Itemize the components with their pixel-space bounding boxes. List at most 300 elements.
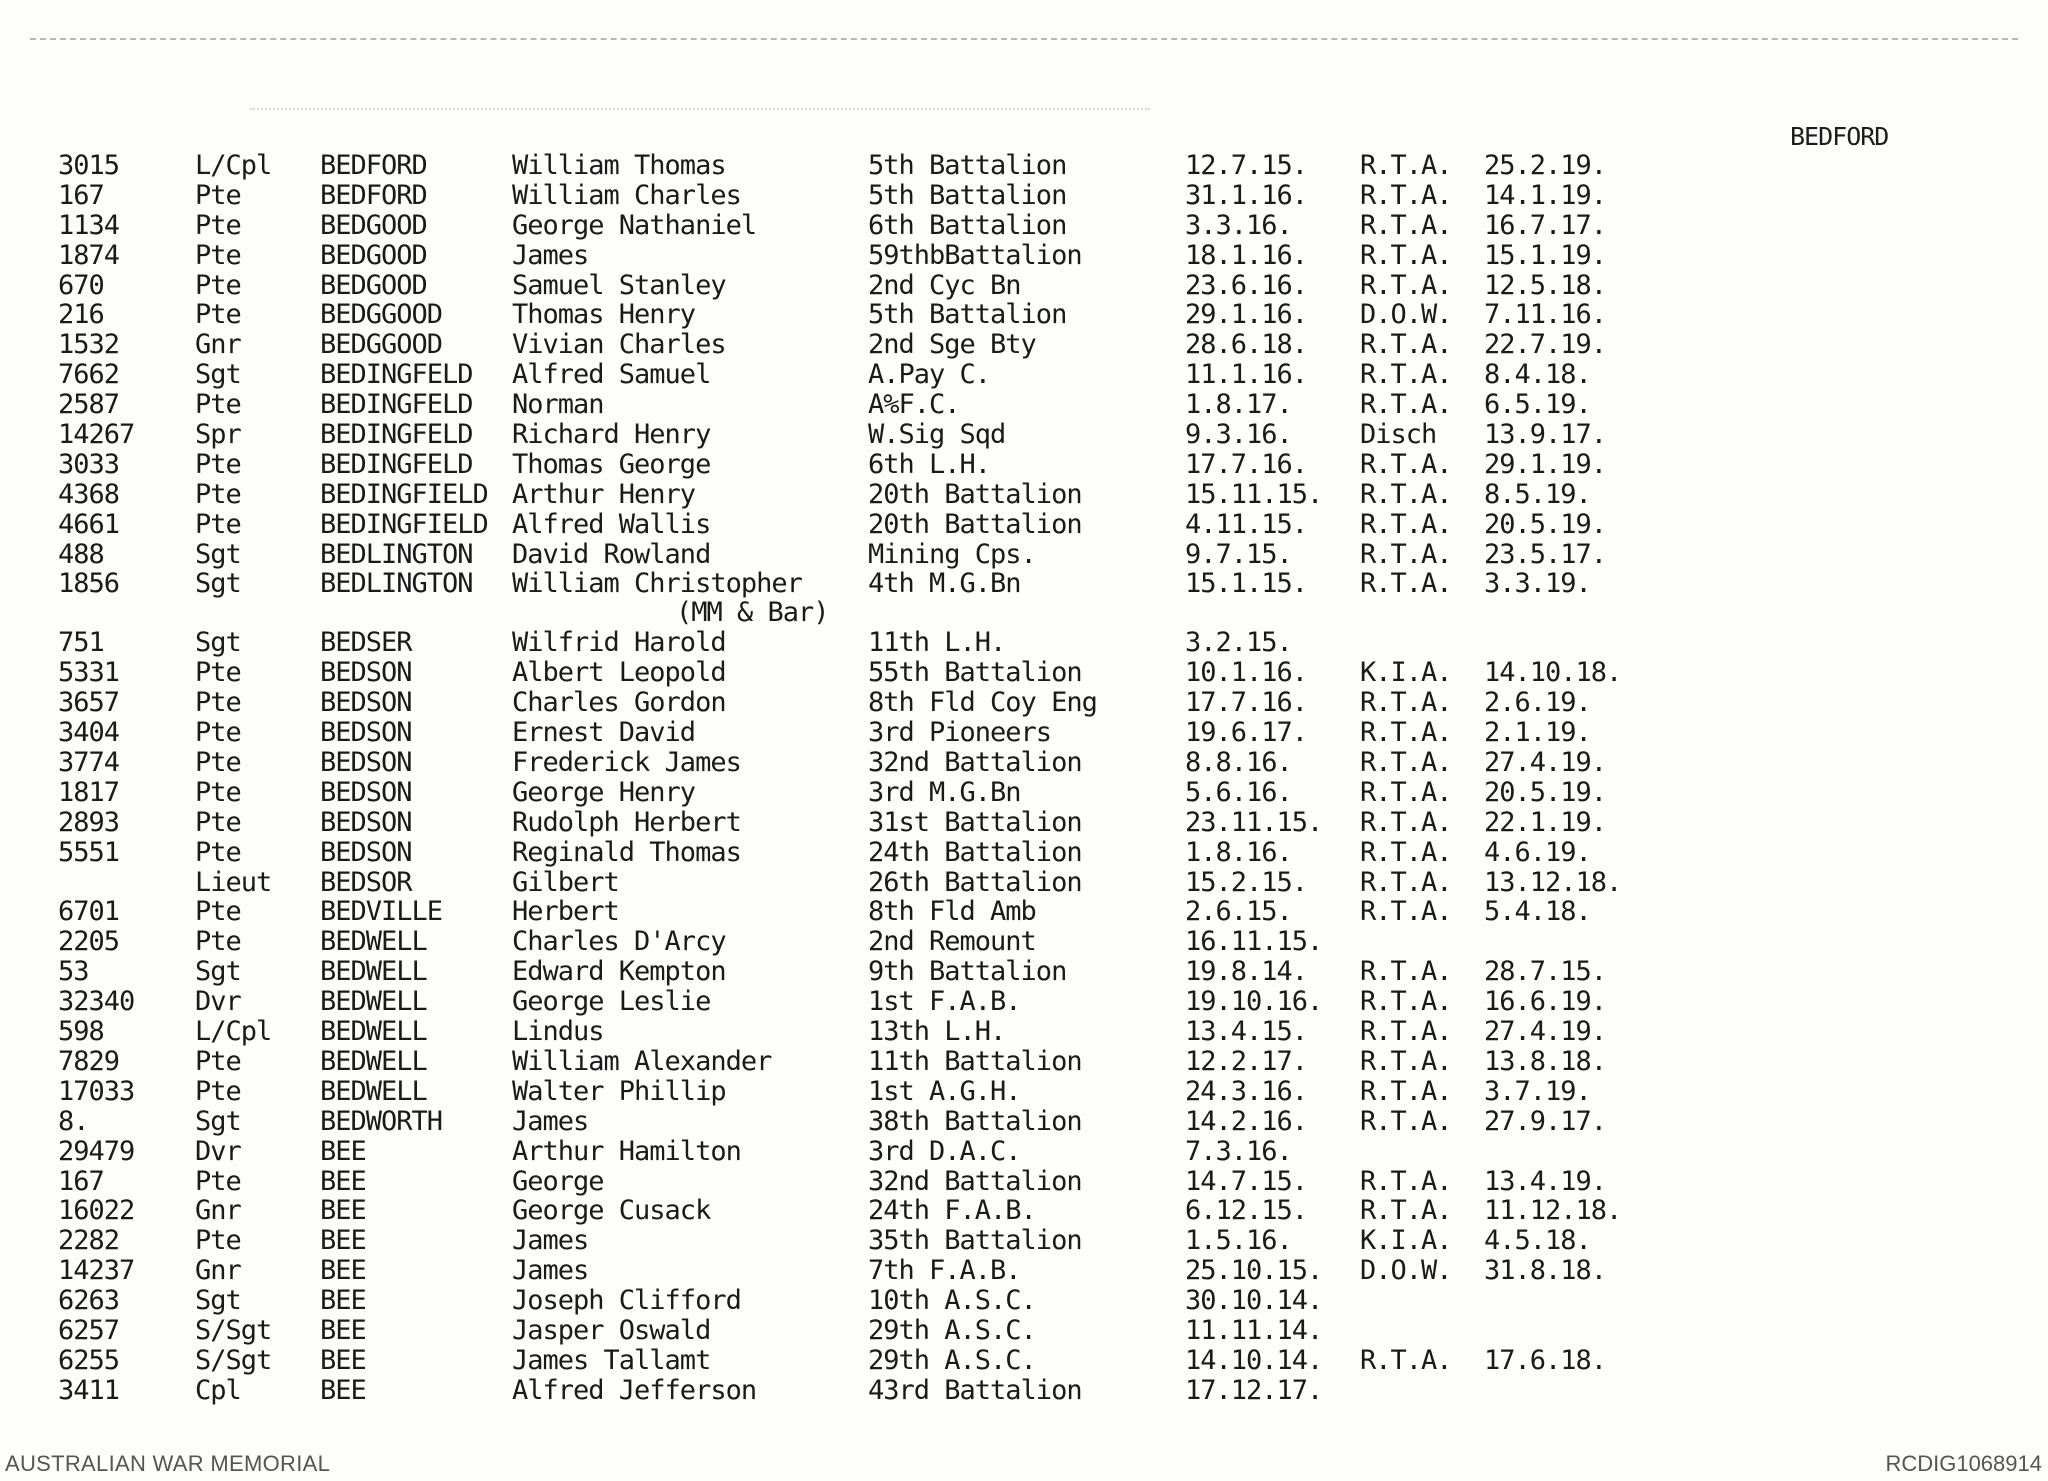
surname: BEDWELL <box>320 986 427 1018</box>
enlistment-date: 5.6.16. <box>1185 776 1292 808</box>
enlistment-date: 19.8.14. <box>1185 956 1308 988</box>
unit: 10th A.S.C. <box>868 1285 1036 1317</box>
fate: R.T.A. <box>1360 179 1452 211</box>
enlistment-date: 24.3.16. <box>1185 1075 1308 1107</box>
enlistment-date: 30.10.14. <box>1185 1285 1323 1317</box>
given-names: James <box>512 1225 589 1257</box>
fate: Disch <box>1360 419 1437 451</box>
award-note: (MM & Bar) <box>676 597 829 629</box>
rank: Pte <box>195 239 241 271</box>
service-number: 6263 <box>58 1285 120 1317</box>
enlistment-date: 25.10.15. <box>1185 1255 1323 1287</box>
unit: 32nd Battalion <box>868 747 1082 779</box>
unit: 32nd Battalion <box>868 1165 1082 1197</box>
record-row <box>0 299 2048 329</box>
enlistment-date: 14.7.15. <box>1185 1165 1308 1197</box>
rank: L/Cpl <box>195 1016 272 1048</box>
service-number: 3657 <box>58 687 120 719</box>
service-number: 7662 <box>58 359 120 391</box>
unit: 20th Battalion <box>868 508 1082 540</box>
unit: 1st F.A.B. <box>868 986 1021 1018</box>
fate-date: 7.11.16. <box>1484 299 1607 331</box>
surname: BEDFORD <box>320 179 427 211</box>
given-names: Thomas Henry <box>512 299 696 331</box>
unit: A%F.C. <box>868 389 960 421</box>
enlistment-date: 12.7.15. <box>1185 150 1308 181</box>
fate: R.T.A. <box>1360 1165 1452 1197</box>
fate-date: 31.8.18. <box>1484 1255 1607 1287</box>
fate: R.T.A. <box>1360 1075 1452 1107</box>
rank: Pte <box>195 776 241 808</box>
rank: Sgt <box>195 538 241 570</box>
rank: Pte <box>195 1225 241 1257</box>
given-names: Arthur Henry <box>512 478 696 510</box>
unit: 11th L.H. <box>868 627 1006 659</box>
unit: A.Pay C. <box>868 359 991 391</box>
record-row <box>0 150 2048 180</box>
unit: 5th Battalion <box>868 299 1067 331</box>
service-number: 167 <box>58 1165 104 1197</box>
fate-date: 27.4.19. <box>1484 747 1607 779</box>
unit: 11th Battalion <box>868 1045 1082 1077</box>
given-names: Lindus <box>512 1016 604 1048</box>
record-row <box>0 1255 2048 1285</box>
record-row <box>0 1076 2048 1106</box>
enlistment-date: 3.2.15. <box>1185 627 1292 659</box>
surname: BEE <box>320 1374 366 1406</box>
record-row <box>0 1195 2048 1225</box>
top-rule <box>30 38 2018 40</box>
surname: BEDSON <box>320 836 412 868</box>
unit: 9th Battalion <box>868 956 1067 988</box>
given-names: William Alexander <box>512 1045 772 1077</box>
enlistment-date: 19.6.17. <box>1185 717 1308 749</box>
record-row <box>0 627 2048 657</box>
service-number: 670 <box>58 269 104 301</box>
given-names: James <box>512 239 589 271</box>
rank: Gnr <box>195 1195 241 1227</box>
unit: W.Sig Sqd <box>868 419 1006 451</box>
given-names: George Cusack <box>512 1195 711 1227</box>
given-names: Edward Kempton <box>512 956 726 988</box>
rank: Sgt <box>195 956 241 988</box>
unit: 3rd Pioneers <box>868 717 1052 749</box>
enlistment-date: 9.3.16. <box>1185 419 1292 451</box>
record-row <box>0 687 2048 717</box>
service-number: 3033 <box>58 448 120 480</box>
rank: Pte <box>195 836 241 868</box>
rank: Sgt <box>195 1285 241 1317</box>
rank: Spr <box>195 419 241 451</box>
fate-date: 15.1.19. <box>1484 239 1607 271</box>
given-names: George Leslie <box>512 986 711 1018</box>
rank: Lieut <box>195 866 272 898</box>
record-row <box>0 1046 2048 1076</box>
fate-date: 17.6.18. <box>1484 1344 1607 1376</box>
given-names: Frederick James <box>512 747 741 779</box>
service-number: 5331 <box>58 657 120 689</box>
fate: R.T.A. <box>1360 448 1452 480</box>
surname: BEDWORTH <box>320 1105 443 1137</box>
fate-date: 5.4.18. <box>1484 896 1591 928</box>
enlistment-date: 23.11.15. <box>1185 806 1323 838</box>
service-number: 1874 <box>58 239 120 271</box>
fate: R.T.A. <box>1360 986 1452 1018</box>
rank: Pte <box>195 806 241 838</box>
unit: 6th Battalion <box>868 209 1067 241</box>
surname: BEE <box>320 1195 366 1227</box>
given-names: Ernest David <box>512 717 696 749</box>
rank: Pte <box>195 1045 241 1077</box>
unit: 29th A.S.C. <box>868 1314 1036 1346</box>
record-row <box>0 180 2048 210</box>
given-names: James <box>512 1255 589 1287</box>
page-heading: BEDFORD <box>1790 122 1889 151</box>
given-names: George Henry <box>512 776 696 808</box>
surname: BEDSON <box>320 717 412 749</box>
enlistment-date: 15.11.15. <box>1185 478 1323 510</box>
unit: 3rd D.A.C. <box>868 1135 1021 1167</box>
enlistment-date: 6.12.15. <box>1185 1195 1308 1227</box>
given-names: Herbert <box>512 896 619 928</box>
rank: Sgt <box>195 359 241 391</box>
rank: Pte <box>195 478 241 510</box>
service-number: 5551 <box>58 836 120 868</box>
fate-date: 4.5.18. <box>1484 1225 1591 1257</box>
fate: R.T.A. <box>1360 1105 1452 1137</box>
rank: Pte <box>195 508 241 540</box>
unit: 8th Fld Coy Eng <box>868 687 1097 719</box>
unit: 26th Battalion <box>868 866 1082 898</box>
service-number: 3015 <box>58 150 120 181</box>
rank: L/Cpl <box>195 150 272 181</box>
rank: Pte <box>195 1075 241 1107</box>
enlistment-date: 23.6.16. <box>1185 269 1308 301</box>
given-names: Charles Gordon <box>512 687 726 719</box>
service-number: 8. <box>58 1105 89 1137</box>
enlistment-date: 4.11.15. <box>1185 508 1308 540</box>
given-names: Walter Phillip <box>512 1075 726 1107</box>
enlistment-date: 1.8.17. <box>1185 389 1292 421</box>
given-names: Gilbert <box>512 866 619 898</box>
record-row <box>0 389 2048 419</box>
fate-date: 2.6.19. <box>1484 687 1591 719</box>
given-names: Wilfrid Harold <box>512 627 726 659</box>
record-row <box>0 657 2048 687</box>
surname: BEDLINGTON <box>320 538 473 570</box>
given-names: Alfred Samuel <box>512 359 711 391</box>
enlistment-date: 14.2.16. <box>1185 1105 1308 1137</box>
enlistment-date: 13.4.15. <box>1185 1016 1308 1048</box>
fate: K.I.A. <box>1360 657 1452 689</box>
surname: BEDSON <box>320 657 412 689</box>
surname: BEDINGFELD <box>320 359 473 391</box>
unit: 24th F.A.B. <box>868 1195 1036 1227</box>
enlistment-date: 9.7.15. <box>1185 538 1292 570</box>
fate: R.T.A. <box>1360 836 1452 868</box>
enlistment-date: 28.6.18. <box>1185 329 1308 361</box>
service-number: 53 <box>58 956 89 988</box>
given-names: Albert Leopold <box>512 657 726 689</box>
fate: R.T.A. <box>1360 1045 1452 1077</box>
service-number: 6255 <box>58 1344 120 1376</box>
fate: D.O.W. <box>1360 299 1452 331</box>
fate: R.T.A. <box>1360 866 1452 898</box>
enlistment-date: 15.1.15. <box>1185 568 1308 600</box>
service-number: 216 <box>58 299 104 331</box>
fate: R.T.A. <box>1360 687 1452 719</box>
enlistment-date: 31.1.16. <box>1185 179 1308 211</box>
given-names: Norman <box>512 389 604 421</box>
fate: R.T.A. <box>1360 776 1452 808</box>
record-row <box>0 1285 2048 1315</box>
fate: R.T.A. <box>1360 329 1452 361</box>
surname: BEE <box>320 1314 366 1346</box>
rank: Pte <box>195 179 241 211</box>
enlistment-date: 2.6.15. <box>1185 896 1292 928</box>
surname: BEE <box>320 1255 366 1287</box>
surname: BEE <box>320 1135 366 1167</box>
fate-date: 3.3.19. <box>1484 568 1591 600</box>
surname: BEDINGFELD <box>320 448 473 480</box>
service-number: 17033 <box>58 1075 135 1107</box>
surname: BEDWELL <box>320 926 427 958</box>
surname: BEE <box>320 1344 366 1376</box>
records-list <box>0 150 2048 1405</box>
enlistment-date: 16.11.15. <box>1185 926 1323 958</box>
rank: Sgt <box>195 1105 241 1137</box>
given-names: Charles D'Arcy <box>512 926 726 958</box>
fate-date: 14.1.19. <box>1484 179 1607 211</box>
record-row <box>0 419 2048 449</box>
fate-date: 25.2.19. <box>1484 150 1607 181</box>
surname: BEDGOOD <box>320 239 427 271</box>
record-row <box>0 926 2048 956</box>
given-names: Jasper Oswald <box>512 1314 711 1346</box>
given-names: William Thomas <box>512 150 726 181</box>
rank: Pte <box>195 717 241 749</box>
service-number: 6701 <box>58 896 120 928</box>
given-names: George Nathaniel <box>512 209 757 241</box>
given-names: Alfred Jefferson <box>512 1374 757 1406</box>
given-names: Arthur Hamilton <box>512 1135 741 1167</box>
surname: BEDGGOOD <box>320 329 443 361</box>
unit: 24th Battalion <box>868 836 1082 868</box>
given-names: David Rowland <box>512 538 711 570</box>
record-row <box>0 1166 2048 1196</box>
surname: BEDSON <box>320 747 412 779</box>
service-number: 7829 <box>58 1045 120 1077</box>
fate: K.I.A. <box>1360 1225 1452 1257</box>
service-number: 4368 <box>58 478 120 510</box>
record-row <box>0 240 2048 270</box>
given-names: Reginald Thomas <box>512 836 741 868</box>
record-row <box>0 270 2048 300</box>
fate-date: 13.8.18. <box>1484 1045 1607 1077</box>
given-names: Rudolph Herbert <box>512 806 741 838</box>
service-number: 14267 <box>58 419 135 451</box>
fate-date: 22.7.19. <box>1484 329 1607 361</box>
fate: R.T.A. <box>1360 747 1452 779</box>
service-number: 29479 <box>58 1135 135 1167</box>
fate: R.T.A. <box>1360 1195 1452 1227</box>
surname: BEDLINGTON <box>320 568 473 600</box>
surname: BEDWELL <box>320 1045 427 1077</box>
fate: R.T.A. <box>1360 1344 1452 1376</box>
fate: R.T.A. <box>1360 568 1452 600</box>
unit: 1st A.G.H. <box>868 1075 1021 1107</box>
record-row <box>0 717 2048 747</box>
record-row <box>0 568 2048 627</box>
fate: R.T.A. <box>1360 269 1452 301</box>
fate: R.T.A. <box>1360 478 1452 510</box>
fate: R.T.A. <box>1360 150 1452 181</box>
fate-date: 22.1.19. <box>1484 806 1607 838</box>
rank: Pte <box>195 448 241 480</box>
service-number: 1817 <box>58 776 120 808</box>
fate-date: 13.4.19. <box>1484 1165 1607 1197</box>
fate-date: 4.6.19. <box>1484 836 1591 868</box>
fate-date: 29.1.19. <box>1484 448 1607 480</box>
record-row <box>0 509 2048 539</box>
rank: Pte <box>195 657 241 689</box>
service-number: 4661 <box>58 508 120 540</box>
record-row <box>0 986 2048 1016</box>
surname: BEDGGOOD <box>320 299 443 331</box>
unit: 20th Battalion <box>868 478 1082 510</box>
service-number: 1134 <box>58 209 120 241</box>
fate: R.T.A. <box>1360 717 1452 749</box>
fate-date: 3.7.19. <box>1484 1075 1591 1107</box>
unit: 35th Battalion <box>868 1225 1082 1257</box>
given-names: James Tallamt <box>512 1344 711 1376</box>
service-number: 3774 <box>58 747 120 779</box>
given-names: Samuel Stanley <box>512 269 726 301</box>
service-number: 2282 <box>58 1225 120 1257</box>
rank: Gnr <box>195 1255 241 1287</box>
enlistment-date: 17.7.16. <box>1185 448 1308 480</box>
enlistment-date: 29.1.16. <box>1185 299 1308 331</box>
surname: BEDINGFIELD <box>320 508 488 540</box>
rank: Pte <box>195 209 241 241</box>
record-row <box>0 956 2048 986</box>
surname: BEDINGFIELD <box>320 478 488 510</box>
surname: BEDGOOD <box>320 269 427 301</box>
unit: 5th Battalion <box>868 179 1067 211</box>
fate-date: 6.5.19. <box>1484 389 1591 421</box>
record-row <box>0 539 2048 569</box>
unit: 5th Battalion <box>868 150 1067 181</box>
enlistment-date: 1.8.16. <box>1185 836 1292 868</box>
fate: R.T.A. <box>1360 209 1452 241</box>
service-number: 16022 <box>58 1195 135 1227</box>
unit: 8th Fld Amb <box>868 896 1036 928</box>
fate-date: 8.5.19. <box>1484 478 1591 510</box>
rank: Cpl <box>195 1374 241 1406</box>
rank: Pte <box>195 747 241 779</box>
unit: 31st Battalion <box>868 806 1082 838</box>
record-row <box>0 807 2048 837</box>
record-row <box>0 867 2048 897</box>
unit: 43rd Battalion <box>868 1374 1082 1406</box>
enlistment-date: 1.5.16. <box>1185 1225 1292 1257</box>
unit: 55th Battalion <box>868 657 1082 689</box>
unit: 13th L.H. <box>868 1016 1006 1048</box>
given-names: James <box>512 1105 589 1137</box>
fate-date: 13.9.17. <box>1484 419 1607 451</box>
service-number: 1532 <box>58 329 120 361</box>
given-names: George <box>512 1165 604 1197</box>
surname: BEDGOOD <box>320 209 427 241</box>
given-names: Thomas George <box>512 448 711 480</box>
record-row <box>0 210 2048 240</box>
faint-header-marks <box>250 108 1150 116</box>
record-row <box>0 329 2048 359</box>
record-row <box>0 1375 2048 1405</box>
given-names: William Charles <box>512 179 741 211</box>
fate-date: 2.1.19. <box>1484 717 1591 749</box>
unit: 2nd Sge Bty <box>868 329 1036 361</box>
record-row <box>0 747 2048 777</box>
record-row <box>0 479 2048 509</box>
fate-date: 8.4.18. <box>1484 359 1591 391</box>
surname: BEDSER <box>320 627 412 659</box>
footer-archive-label: AUSTRALIAN WAR MEMORIAL <box>5 1451 331 1476</box>
enlistment-date: 19.10.16. <box>1185 986 1323 1018</box>
service-number: 167 <box>58 179 104 211</box>
service-number: 598 <box>58 1016 104 1048</box>
record-row <box>0 777 2048 807</box>
unit: 4th M.G.Bn <box>868 568 1021 600</box>
fate: R.T.A. <box>1360 389 1452 421</box>
fate: R.T.A. <box>1360 359 1452 391</box>
fate-date: 20.5.19. <box>1484 508 1607 540</box>
record-row <box>0 1225 2048 1255</box>
fate: R.T.A. <box>1360 956 1452 988</box>
footer-document-id: RCDIG1068914 <box>1885 1451 2042 1476</box>
fate: R.T.A. <box>1360 508 1452 540</box>
rank: Sgt <box>195 568 241 600</box>
unit: 29th A.S.C. <box>868 1344 1036 1376</box>
rank: Pte <box>195 1165 241 1197</box>
rank: S/Sgt <box>195 1344 272 1376</box>
fate: R.T.A. <box>1360 806 1452 838</box>
enlistment-date: 17.12.17. <box>1185 1374 1323 1406</box>
surname: BEDSON <box>320 687 412 719</box>
unit: 6th L.H. <box>868 448 991 480</box>
service-number: 2587 <box>58 389 120 421</box>
service-number: 751 <box>58 627 104 659</box>
surname: BEDINGFELD <box>320 419 473 451</box>
given-names: Richard Henry <box>512 419 711 451</box>
given-names: Vivian Charles <box>512 329 726 361</box>
fate-date: 13.12.18. <box>1484 866 1622 898</box>
record-row <box>0 1345 2048 1375</box>
fate-date: 11.12.18. <box>1484 1195 1622 1227</box>
service-number: 2205 <box>58 926 120 958</box>
surname: BEDSON <box>320 776 412 808</box>
fate: D.O.W. <box>1360 1255 1452 1287</box>
rank: Pte <box>195 269 241 301</box>
surname: BEDINGFELD <box>320 389 473 421</box>
rank: Dvr <box>195 986 241 1018</box>
given-names: Alfred Wallis <box>512 508 711 540</box>
surname: BEDSOR <box>320 866 412 898</box>
service-number: 14237 <box>58 1255 135 1287</box>
service-number: 1856 <box>58 568 120 600</box>
rank: Dvr <box>195 1135 241 1167</box>
record-row <box>0 1315 2048 1345</box>
